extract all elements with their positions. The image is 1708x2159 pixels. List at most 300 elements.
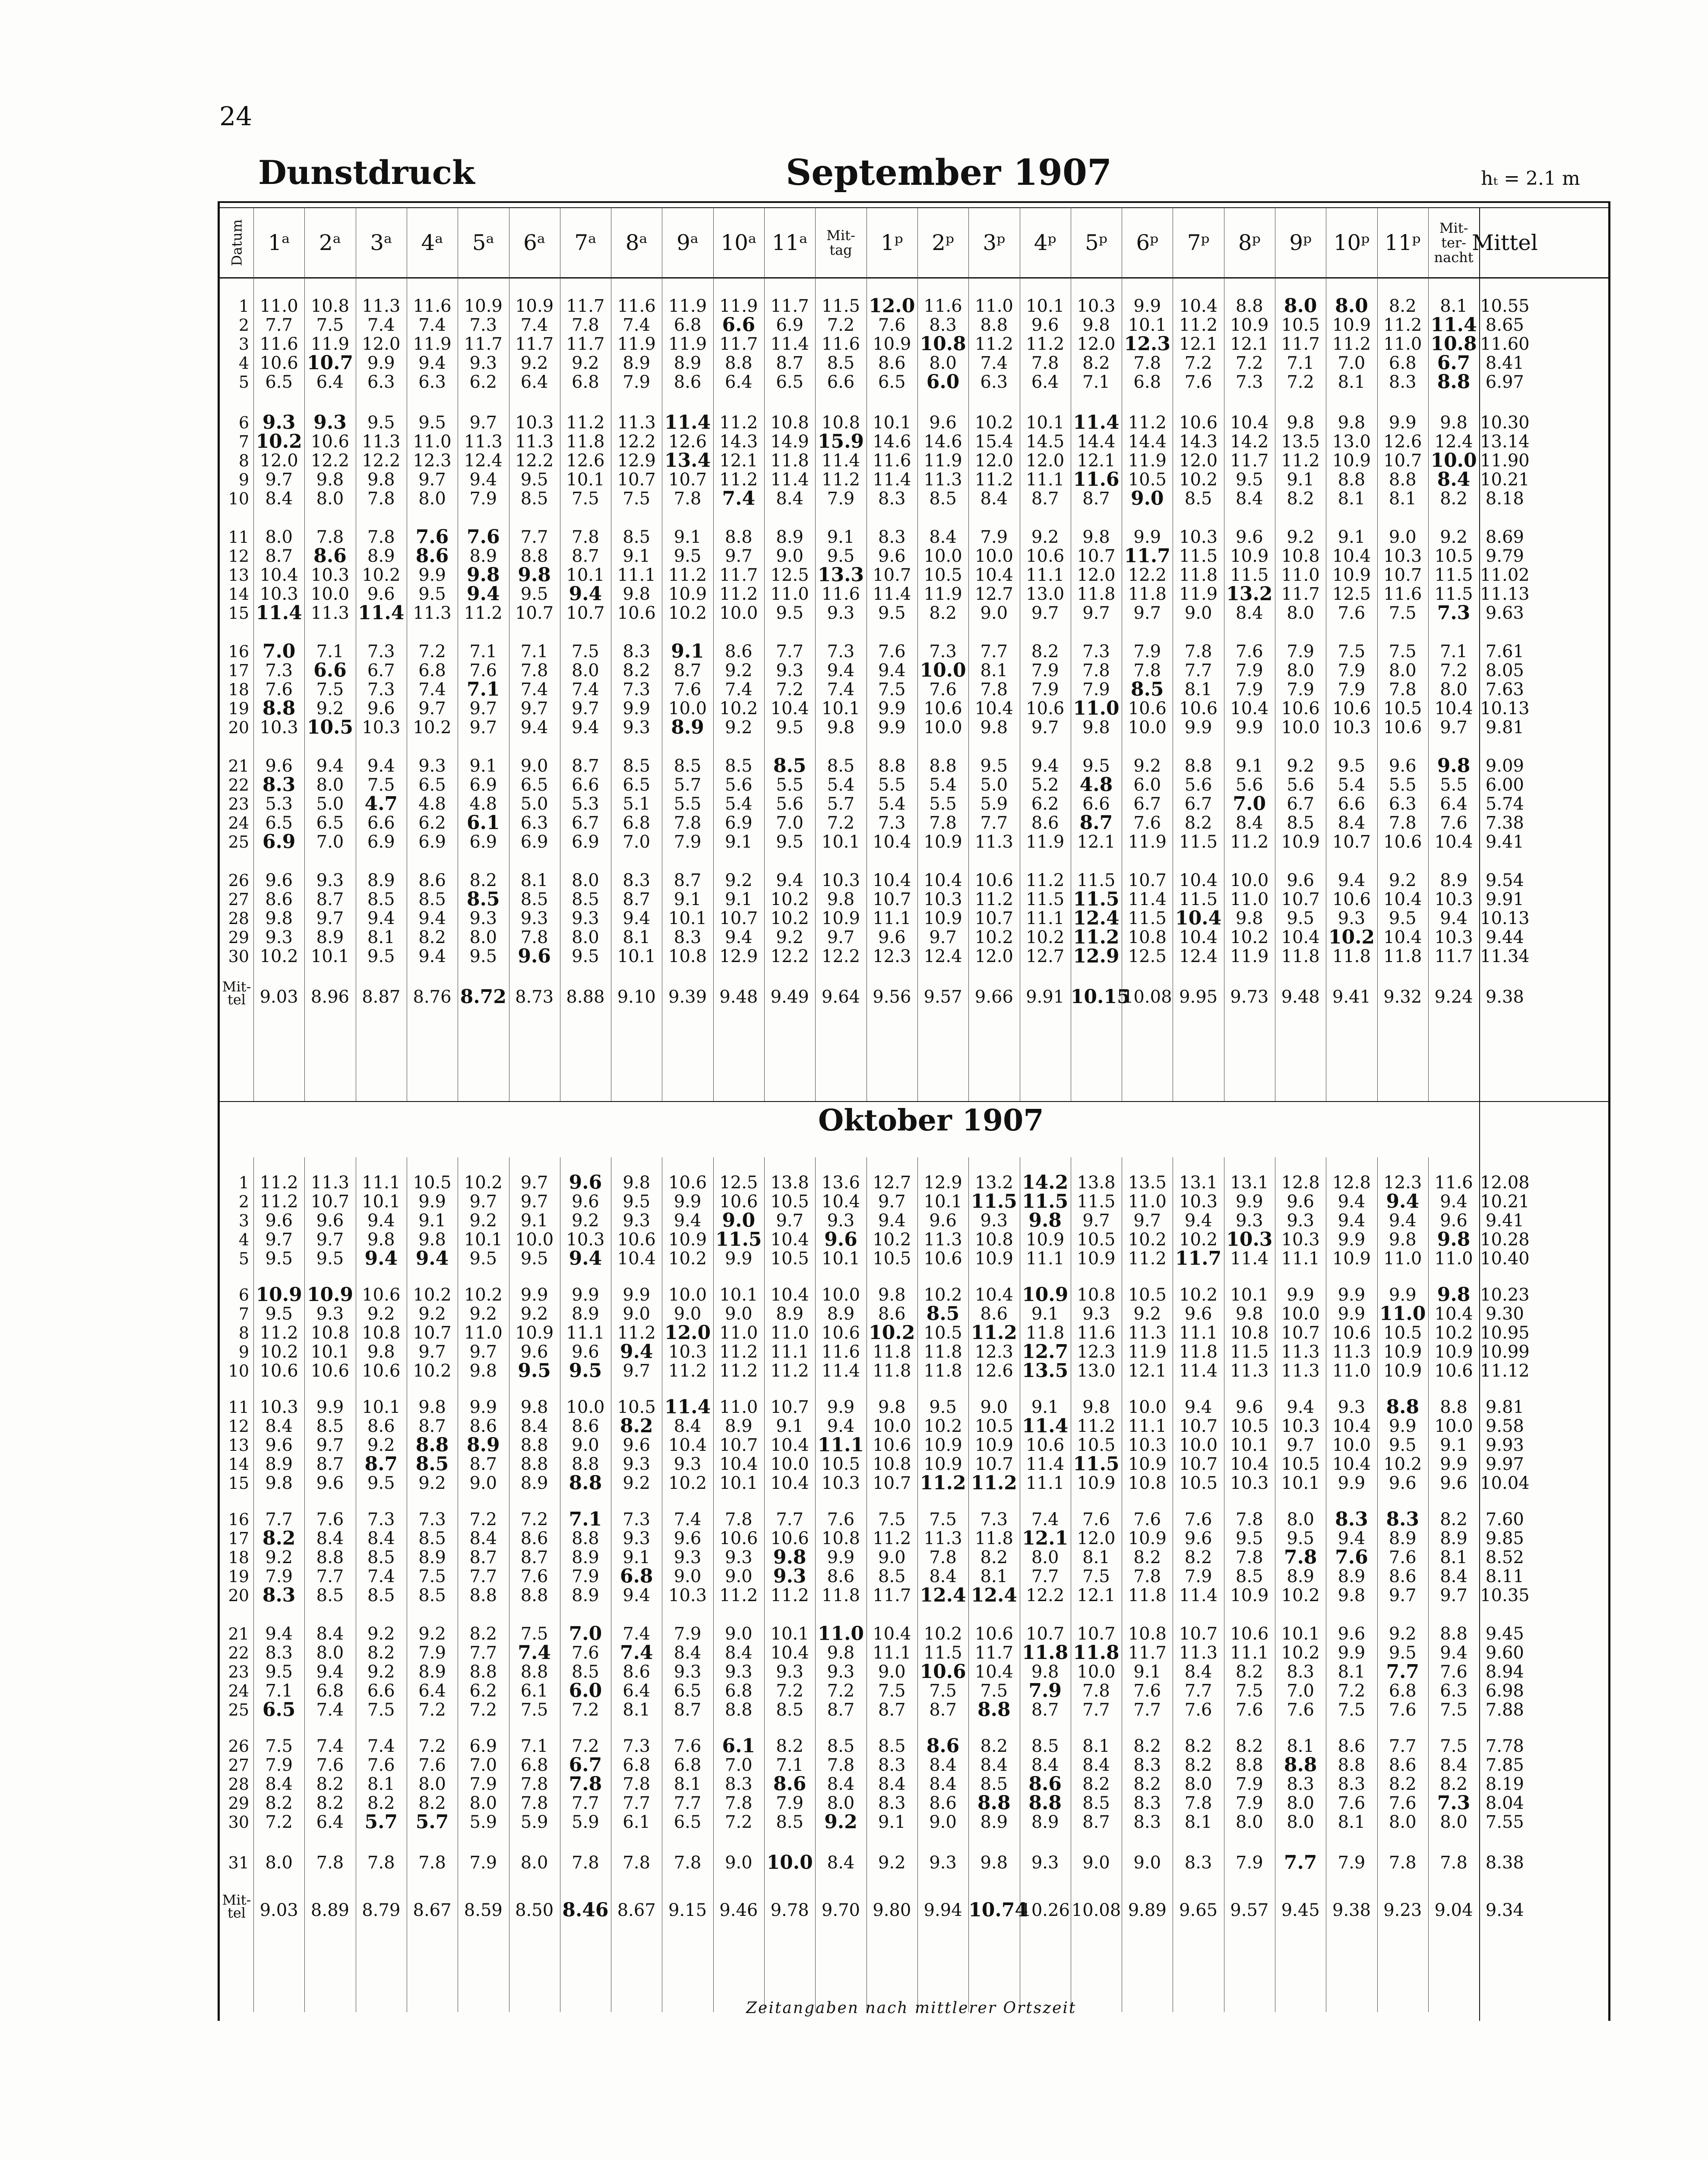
value-cell: 11.8 <box>1128 1586 1167 1605</box>
value-cell: 11.3 <box>310 1173 349 1193</box>
value-cell: 8.2 <box>1184 813 1212 833</box>
value-cell: 9.0 <box>1082 1853 1110 1873</box>
day-cell: 8 <box>238 451 249 470</box>
value-cell: 9.6 <box>929 413 957 433</box>
value-cell: 11.0 <box>413 432 452 452</box>
value-cell: 10.3 <box>1230 1473 1269 1493</box>
value-cell: 9.9 <box>1440 1454 1468 1474</box>
value-cell: 6.6 <box>367 813 395 833</box>
value-cell: 13.4 <box>664 450 711 472</box>
table-header <box>220 207 1608 279</box>
value-cell: 11.5 <box>821 296 860 316</box>
mean-cell: 8.89 <box>310 1900 349 1920</box>
value-cell: 11.7 <box>566 296 605 316</box>
value-cell: 10.1 <box>770 1624 809 1644</box>
value-cell: 10.8 <box>873 1454 911 1474</box>
value-cell: 9.5 <box>878 603 906 623</box>
daily-mean-cell: 7.55 <box>1485 1812 1524 1832</box>
value-cell: 7.7 <box>776 642 803 662</box>
value-cell: 9.6 <box>878 928 906 947</box>
value-cell: 9.2 <box>469 1211 497 1231</box>
value-cell: 6.8 <box>572 372 599 392</box>
daily-mean-cell: 9.09 <box>1485 756 1524 776</box>
value-cell: 9.5 <box>569 1360 602 1382</box>
value-cell: 8.8 <box>725 527 753 547</box>
value-cell: 8.9 <box>1389 1529 1417 1548</box>
value-cell: 12.5 <box>1332 584 1371 604</box>
value-cell: 9.1 <box>671 640 704 662</box>
value-cell: 8.2 <box>1082 1774 1110 1794</box>
daily-mean-cell: 6.97 <box>1485 372 1524 392</box>
value-cell: 8.4 <box>265 1416 293 1436</box>
value-cell: 11.9 <box>668 296 707 316</box>
value-cell: 8.6 <box>265 890 293 909</box>
value-cell: 8.4 <box>929 527 957 547</box>
value-cell: 10.0 <box>1430 450 1477 472</box>
value-cell: 8.3 <box>878 527 906 547</box>
value-cell: 9.6 <box>316 1211 344 1231</box>
value-cell: 9.0 <box>674 1567 702 1586</box>
value-cell: 7.5 <box>878 680 906 700</box>
mean-cell: 9.46 <box>719 1900 758 1920</box>
value-cell: 8.1 <box>1338 1662 1366 1682</box>
value-cell: 11.0 <box>770 584 809 604</box>
value-cell: 10.9 <box>873 334 911 354</box>
value-cell: 11.3 <box>924 1529 962 1548</box>
value-cell: 10.5 <box>873 1249 911 1269</box>
value-cell: 9.0 <box>725 1304 753 1324</box>
value-cell: 7.8 <box>520 928 548 947</box>
value-cell: 7.8 <box>623 1774 651 1794</box>
value-cell: 9.0 <box>722 1209 756 1231</box>
value-cell: 8.3 <box>1133 1793 1161 1813</box>
value-cell: 8.5 <box>316 1586 344 1605</box>
value-cell: 9.5 <box>469 1249 497 1269</box>
column-header: 6ᵖ <box>1136 230 1159 255</box>
value-cell: 7.1 <box>467 678 500 700</box>
mean-cell: 10.26 <box>1020 1900 1070 1920</box>
daily-mean-cell: 10.21 <box>1480 1192 1530 1212</box>
value-cell: 9.3 <box>674 1662 702 1682</box>
value-cell: 7.8 <box>1389 680 1417 700</box>
value-cell: 11.2 <box>1026 871 1065 890</box>
value-cell: 8.2 <box>1440 1774 1468 1794</box>
value-cell: 11.4 <box>873 470 911 490</box>
value-cell: 8.0 <box>1031 1548 1059 1567</box>
value-cell: 11.9 <box>719 296 758 316</box>
value-cell: 7.2 <box>418 1700 446 1720</box>
day-cell: 1 <box>238 1173 249 1192</box>
value-cell: 10.7 <box>1179 1416 1218 1436</box>
value-cell: 5.7 <box>364 1811 398 1833</box>
value-cell: 7.6 <box>1133 1510 1161 1529</box>
value-cell: 9.2 <box>265 1548 293 1567</box>
value-cell: 9.6 <box>1184 1529 1212 1548</box>
value-cell: 8.5 <box>367 1548 395 1567</box>
table-row <box>220 715 1608 740</box>
value-cell: 6.6 <box>827 372 855 392</box>
value-cell: 8.8 <box>725 1700 753 1720</box>
column-header: 9ᵃ <box>676 230 699 255</box>
height-note: hₜ = 2.1 m <box>1481 168 1580 190</box>
value-cell: 8.0 <box>1287 661 1314 681</box>
value-cell: 9.6 <box>674 1529 702 1548</box>
value-cell: 7.4 <box>674 1510 702 1529</box>
value-cell: 7.9 <box>1236 1774 1263 1794</box>
value-cell: 8.4 <box>1082 1755 1110 1775</box>
value-cell: 9.9 <box>1133 296 1161 316</box>
value-cell: 10.7 <box>873 890 911 909</box>
value-cell: 9.9 <box>674 1192 702 1212</box>
mean-cell: 10.08 <box>1071 1900 1121 1920</box>
value-cell: 10.2 <box>1026 928 1065 947</box>
value-cell: 11.6 <box>617 296 656 316</box>
daily-mean-cell: 10.99 <box>1480 1342 1530 1362</box>
value-cell: 9.7 <box>316 1435 344 1455</box>
value-cell: 7.7 <box>1184 661 1212 681</box>
value-cell: 11.7 <box>974 1643 1013 1663</box>
value-cell: 14.4 <box>1128 432 1167 452</box>
value-cell: 7.9 <box>265 1567 293 1586</box>
value-cell: 9.5 <box>776 603 803 623</box>
mean-cell: 9.89 <box>1128 1900 1167 1920</box>
value-cell: 8.6 <box>926 1735 960 1757</box>
value-cell: 7.3 <box>367 642 395 662</box>
value-cell: 7.9 <box>827 489 855 509</box>
mean-cell: 9.23 <box>1383 1900 1422 1920</box>
value-cell: 12.0 <box>1077 565 1116 585</box>
value-cell: 10.7 <box>413 1323 452 1343</box>
day-cell: 13 <box>228 566 249 585</box>
value-cell: 8.5 <box>520 489 548 509</box>
value-cell: 9.8 <box>1437 755 1471 777</box>
value-cell: 9.4 <box>418 947 446 966</box>
value-cell: 9.6 <box>569 1171 602 1193</box>
value-cell: 9.1 <box>1133 1662 1161 1682</box>
value-cell: 10.4 <box>821 1192 860 1212</box>
value-cell: 10.5 <box>1179 1473 1218 1493</box>
value-cell: 10.6 <box>668 1173 707 1193</box>
day-cell: 19 <box>228 1567 249 1586</box>
value-cell: 7.7 <box>1389 1736 1417 1756</box>
daily-mean-cell: 11.60 <box>1480 334 1530 354</box>
value-cell: 5.7 <box>415 1811 449 1833</box>
value-cell: 9.9 <box>827 1548 855 1567</box>
value-cell: 7.0 <box>262 640 296 662</box>
value-cell: 7.7 <box>265 315 293 335</box>
value-cell: 8.0 <box>1389 661 1417 681</box>
value-cell: 9.5 <box>265 1304 293 1324</box>
value-cell: 7.6 <box>572 1643 599 1663</box>
mean-cell: 8.67 <box>413 1900 452 1920</box>
value-cell: 7.4 <box>980 353 1008 373</box>
value-cell: 8.2 <box>929 603 957 623</box>
value-cell: 10.0 <box>766 1852 813 1874</box>
day-cell: 17 <box>228 661 249 680</box>
value-cell: 10.6 <box>974 871 1013 890</box>
day-cell: 30 <box>228 1813 249 1832</box>
value-cell: 7.2 <box>418 642 446 662</box>
value-cell: 9.3 <box>776 1662 803 1682</box>
value-cell: 10.5 <box>974 1416 1013 1436</box>
value-cell: 8.0 <box>572 871 599 890</box>
value-cell: 8.4 <box>1236 489 1263 509</box>
value-cell: 9.4 <box>1338 1192 1366 1212</box>
value-cell: 9.8 <box>1236 909 1263 928</box>
month-title-september: September 1907 <box>786 152 1112 193</box>
day-cell: 22 <box>228 776 249 795</box>
value-cell: 5.4 <box>878 794 906 814</box>
value-cell: 5.6 <box>1287 775 1314 795</box>
value-cell: 8.3 <box>1386 1508 1420 1530</box>
value-cell: 11.4 <box>358 602 405 624</box>
value-cell: 7.4 <box>316 1700 344 1720</box>
value-cell: 5.6 <box>1184 775 1212 795</box>
value-cell: 8.4 <box>1236 603 1263 623</box>
day-cell: 20 <box>228 1586 249 1605</box>
column-header: 1ᵖ <box>880 230 903 255</box>
value-cell: 8.0 <box>316 775 344 795</box>
value-cell: 11.3 <box>617 413 656 433</box>
value-cell: 11.5 <box>1026 890 1065 909</box>
value-cell: 10.9 <box>1383 1361 1422 1381</box>
value-cell: 5.6 <box>725 775 753 795</box>
value-cell: 8.0 <box>418 489 446 509</box>
value-cell: 11.4 <box>1128 890 1167 909</box>
value-cell: 10.1 <box>566 470 605 490</box>
value-cell: 10.5 <box>617 1397 656 1417</box>
value-cell: 7.2 <box>725 1812 753 1832</box>
daily-mean-cell: 9.30 <box>1485 1304 1524 1324</box>
day-cell: 12 <box>228 547 249 566</box>
value-cell: 9.0 <box>572 1435 599 1455</box>
value-cell: 8.1 <box>623 1700 651 1720</box>
value-cell: 8.9 <box>469 546 497 566</box>
value-cell: 8.0 <box>1287 603 1314 623</box>
value-cell: 10.2 <box>1179 470 1218 490</box>
value-cell: 8.8 <box>1440 1397 1468 1417</box>
value-cell: 8.2 <box>316 1793 344 1813</box>
value-cell: 10.2 <box>668 603 707 623</box>
value-cell: 12.1 <box>1077 451 1116 471</box>
day-cell: 24 <box>228 1681 249 1700</box>
mean-label: Mit- tel <box>222 978 251 1008</box>
value-cell: 10.3 <box>515 413 554 433</box>
column-rule <box>713 1157 714 2012</box>
value-cell: 10.4 <box>770 1435 809 1455</box>
value-cell: 9.7 <box>725 546 753 566</box>
value-cell: 7.1 <box>316 642 344 662</box>
value-cell: 11.6 <box>1073 469 1120 491</box>
value-cell: 8.2 <box>469 1624 497 1644</box>
value-cell: 9.3 <box>469 353 497 373</box>
value-cell: 9.8 <box>467 564 500 586</box>
value-cell: 6.9 <box>725 813 753 833</box>
value-cell: 8.8 <box>725 353 753 373</box>
value-cell: 7.5 <box>1236 1681 1263 1701</box>
value-cell: 9.6 <box>1236 1397 1263 1417</box>
value-cell: 12.0 <box>664 1322 711 1344</box>
value-cell: 10.4 <box>770 1230 809 1250</box>
value-cell: 7.6 <box>1440 813 1468 833</box>
value-cell: 9.0 <box>520 756 548 776</box>
value-cell: 7.9 <box>1338 1853 1366 1873</box>
value-cell: 10.1 <box>566 565 605 585</box>
mean-cell: 8.79 <box>362 1900 401 1920</box>
value-cell: 10.9 <box>1077 1473 1116 1493</box>
value-cell: 9.2 <box>1287 527 1314 547</box>
value-cell: 7.9 <box>1031 661 1059 681</box>
value-cell: 10.2 <box>924 1285 962 1305</box>
value-cell: 13.5 <box>1022 1360 1069 1382</box>
column-rule <box>304 207 305 1101</box>
value-cell: 11.7 <box>1281 334 1320 354</box>
value-cell: 6.6 <box>572 775 599 795</box>
value-cell: 9.8 <box>827 890 855 909</box>
value-cell: 9.6 <box>623 1435 651 1455</box>
table-row <box>220 1246 1608 1271</box>
column-header: 4ᵖ <box>1034 230 1056 255</box>
value-cell: 7.6 <box>827 1510 855 1529</box>
value-cell: 8.4 <box>878 1774 906 1794</box>
value-cell: 4.8 <box>418 794 446 814</box>
value-cell: 9.2 <box>725 871 753 890</box>
value-cell: 8.1 <box>367 1774 395 1794</box>
value-cell: 7.7 <box>469 1643 497 1663</box>
column-header: 8ᵖ <box>1238 230 1261 255</box>
value-cell: 11.2 <box>617 1323 656 1343</box>
value-cell: 11.1 <box>1179 1323 1218 1343</box>
value-cell: 7.2 <box>265 1812 293 1832</box>
value-cell: 11.2 <box>1128 1249 1167 1269</box>
value-cell: 7.7 <box>623 1793 651 1813</box>
value-cell: 9.5 <box>776 718 803 738</box>
value-cell: 11.5 <box>1073 1453 1120 1475</box>
value-cell: 9.1 <box>1031 1397 1059 1417</box>
value-cell: 7.3 <box>878 813 906 833</box>
value-cell: 10.6 <box>259 353 298 373</box>
value-cell: 6.4 <box>725 372 753 392</box>
value-cell: 7.5 <box>1440 1736 1468 1756</box>
value-cell: 10.3 <box>1332 718 1371 738</box>
value-cell: 7.8 <box>1184 1793 1212 1813</box>
value-cell: 11.2 <box>974 890 1013 909</box>
value-cell: 11.2 <box>719 584 758 604</box>
value-cell: 10.4 <box>873 1624 911 1644</box>
value-cell: 11.9 <box>310 334 349 354</box>
value-cell: 8.5 <box>878 1736 906 1756</box>
day-cell: 16 <box>228 1510 249 1529</box>
value-cell: 8.4 <box>316 1624 344 1644</box>
value-cell: 8.7 <box>1031 1700 1059 1720</box>
value-cell: 9.7 <box>469 718 497 738</box>
value-cell: 9.5 <box>1236 470 1263 490</box>
value-cell: 7.8 <box>623 1853 651 1873</box>
value-cell: 6.2 <box>1031 794 1059 814</box>
value-cell: 9.9 <box>316 1397 344 1417</box>
value-cell: 9.7 <box>265 1230 293 1250</box>
daily-mean-cell: 8.52 <box>1485 1548 1524 1567</box>
value-cell: 8.2 <box>1184 1736 1212 1756</box>
value-cell: 7.8 <box>980 680 1008 700</box>
value-cell: 8.6 <box>1338 1736 1366 1756</box>
value-cell: 12.1 <box>1077 1586 1116 1605</box>
value-cell: 7.2 <box>1184 353 1212 373</box>
value-cell: 9.2 <box>776 928 803 947</box>
value-cell: 11.1 <box>873 909 911 928</box>
value-cell: 9.2 <box>520 1304 548 1324</box>
value-cell: 9.7 <box>316 1230 344 1250</box>
value-cell: 7.0 <box>1233 793 1266 815</box>
day-cell: 29 <box>228 928 249 947</box>
value-cell: 11.0 <box>464 1323 503 1343</box>
day-cell: 24 <box>228 814 249 833</box>
value-cell: 7.8 <box>1389 813 1417 833</box>
value-cell: 9.4 <box>776 871 803 890</box>
value-cell: 10.5 <box>1383 699 1422 719</box>
value-cell: 8.9 <box>1031 1812 1059 1832</box>
value-cell: 13.0 <box>1026 584 1065 604</box>
value-cell: 10.0 <box>310 584 349 604</box>
value-cell: 6.8 <box>418 661 446 681</box>
value-cell: 10.2 <box>869 1322 915 1344</box>
value-cell: 8.8 <box>1028 1792 1062 1814</box>
value-cell: 5.9 <box>572 1812 599 1832</box>
value-cell: 11.0 <box>817 1623 864 1645</box>
value-cell: 10.4 <box>873 871 911 890</box>
daily-mean-cell: 7.78 <box>1485 1736 1524 1756</box>
value-cell: 6.8 <box>623 1755 651 1775</box>
value-cell: 9.7 <box>929 928 957 947</box>
value-cell: 9.1 <box>674 527 702 547</box>
value-cell: 7.8 <box>367 1853 395 1873</box>
column-rule <box>968 207 969 1101</box>
value-cell: 10.7 <box>1383 565 1422 585</box>
value-cell: 5.4 <box>725 794 753 814</box>
value-cell: 9.2 <box>367 1662 395 1682</box>
day-cell: 6 <box>238 413 249 432</box>
value-cell: 11.4 <box>1179 1586 1218 1605</box>
value-cell: 9.1 <box>469 756 497 776</box>
value-cell: 11.0 <box>1073 697 1120 719</box>
value-cell: 9.8 <box>1082 315 1110 335</box>
value-cell: 9.5 <box>1389 909 1417 928</box>
value-cell: 9.0 <box>725 1853 753 1873</box>
daily-mean-cell: 11.90 <box>1480 451 1530 471</box>
value-cell: 7.8 <box>1184 642 1212 662</box>
daily-mean-cell: 7.60 <box>1485 1510 1524 1529</box>
value-cell: 8.4 <box>265 1774 293 1794</box>
value-cell: 7.0 <box>469 1755 497 1775</box>
value-cell: 8.3 <box>1338 1774 1366 1794</box>
value-cell: 11.5 <box>1434 565 1473 585</box>
value-cell: 11.8 <box>1128 584 1167 604</box>
value-cell: 11.1 <box>1128 1416 1167 1436</box>
value-cell: 5.0 <box>980 775 1008 795</box>
value-cell: 9.3 <box>1031 1853 1059 1873</box>
value-cell: 10.7 <box>770 1397 809 1417</box>
value-cell: 7.8 <box>367 489 395 509</box>
value-cell: 11.6 <box>413 296 452 316</box>
value-cell: 10.2 <box>256 431 302 453</box>
value-cell: 7.8 <box>520 1774 548 1794</box>
value-cell: 10.2 <box>1179 1285 1218 1305</box>
value-cell: 6.1 <box>722 1735 756 1757</box>
value-cell: 7.7 <box>980 813 1008 833</box>
mean-cell: 9.03 <box>259 1900 298 1920</box>
value-cell: 9.5 <box>520 1249 548 1269</box>
value-cell: 9.9 <box>878 718 906 738</box>
